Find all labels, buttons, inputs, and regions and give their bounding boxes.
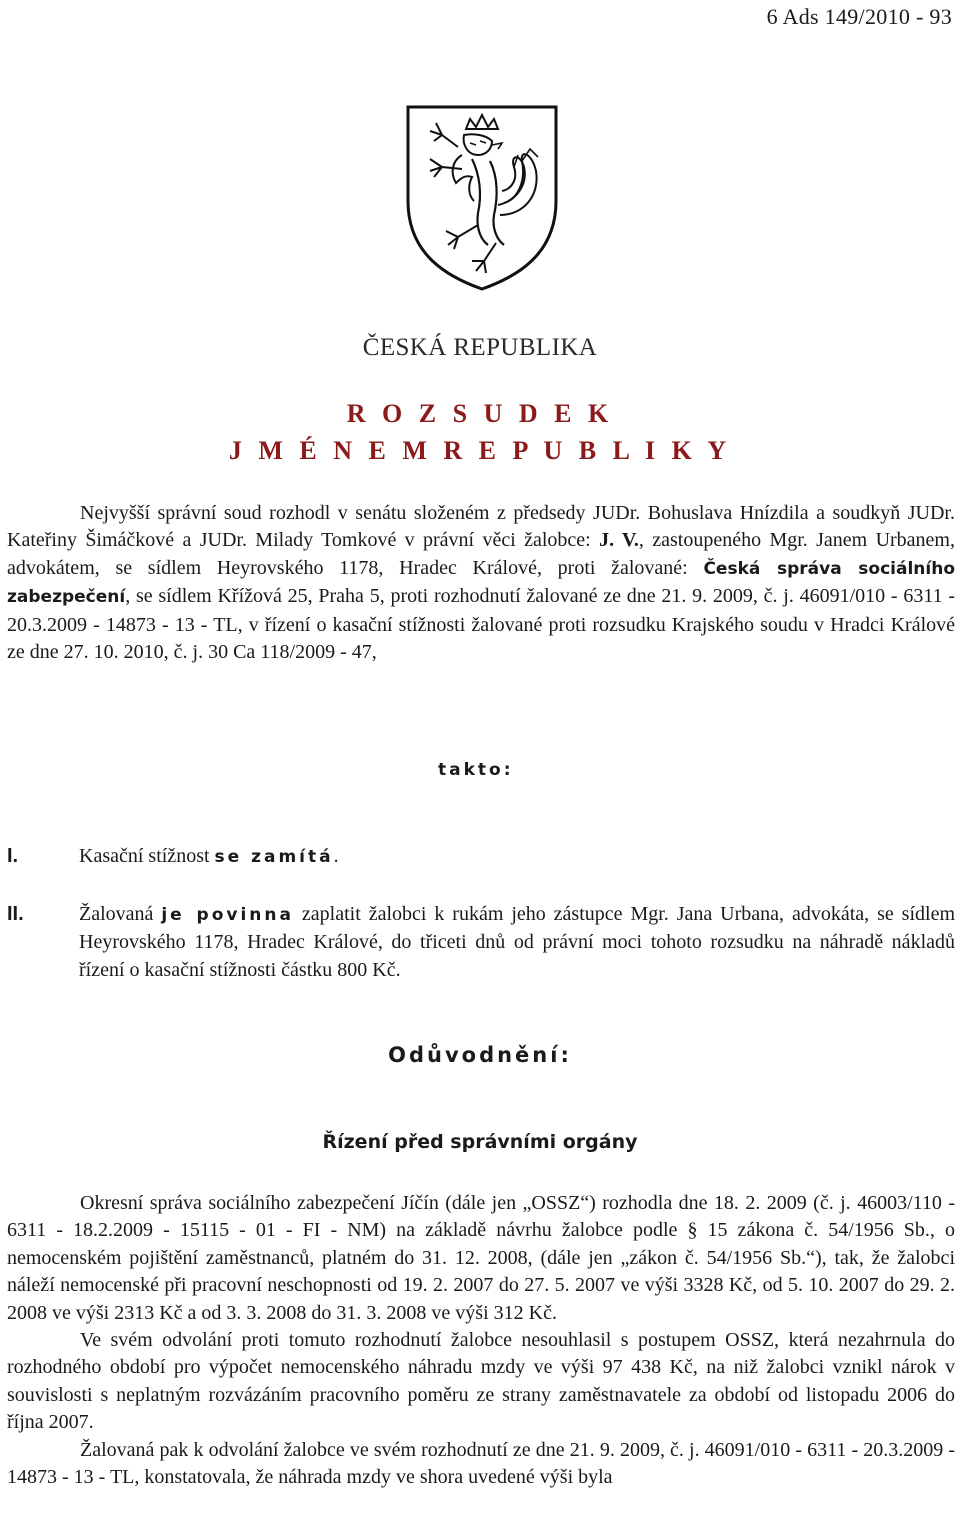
item-2-spaced: je povinna	[161, 905, 294, 925]
country-name: ČESKÁ REPUBLIKA	[362, 334, 598, 361]
reasoning-body	[7, 1190, 955, 1491]
state-emblem-lion-icon	[406, 105, 558, 291]
reasoning-subheading: Řízení před správními orgány	[322, 1131, 638, 1153]
item-1-spaced: se zamítá	[214, 847, 334, 867]
reasoning-heading: Odůvodnění:	[388, 1043, 572, 1067]
verdict-item-1	[7, 843, 955, 871]
intro-text-1: Nejvyšší správní soud rozhodl v senátu složeném z předsedy JUDr. Bohuslava Hnízdila a soudkyň JUDr. Kateřiny Šimáčkové a JUDr. Milady Tomkové v právní věci žalobce:	[7, 502, 955, 552]
intro-text-3: , se sídlem Křížová 25, Praha 5, proti rozhodnutí žalované ze dne 21. 9. 2009, č. j. 46091/010 - 6311 - 20.3.2009 - 14873 - 13 - TL, v řízení o kasační stížnosti žalované proti rozsudku Krajského soudu v Hradci Králové ze dne 27. 10. 2010, č. j. 30 Ca 118/2009 - 47,	[7, 585, 955, 664]
reasoning-paragraph-2: Ve svém odvolání proti tomuto rozhodnutí žalobce nesouhlasil s postupem OSSZ, která nezahrnula do rozhodného období pro výpočet nemocenského náhradu mzdy ve výši 97 438 Kč, na niž žalobci vznikl nárok v souvislosti s neplatným rozvázáním pracovního poměru ze strany zaměstnavatele za období od listopadu 2006 do října 2007.	[7, 1329, 955, 1434]
item-number-2: II.	[7, 903, 24, 925]
verdict-subtitle: J M É N E M R E P U B L I K Y	[228, 436, 732, 465]
takto-heading: takto:	[438, 760, 514, 780]
item-2-text-1: Žalovaná	[79, 903, 162, 925]
intro-paragraph	[7, 500, 955, 666]
intro-text-2: , zastoupeného Mgr. Janem Urbanem, advokátem, se sídlem Heyrovského 1178, Hradec Králové, proti žalované:	[7, 529, 955, 579]
reasoning-paragraph-3: Žalovaná pak k odvolání žalobce ve svém rozhodnutí ze dne 21. 9. 2009, č. j. 46091/010 - 6311 - 20.3.2009 - 14873 - 13 - TL, konstatovala, že náhrada mzdy ve shora uvedené výši byla	[7, 1438, 955, 1489]
item-1-end: .	[333, 845, 339, 867]
item-1-text: Kasační stížnost	[79, 845, 215, 867]
defendant-name: Česká správa sociálního zabezpečení	[7, 558, 955, 608]
item-number-1: I.	[7, 845, 19, 867]
reasoning-paragraph-1: Okresní správa sociálního zabezpečení Jíčín (dále jen „OSSZ“) rozhodla dne 18. 2. 2009 (č. j. 46003/110 - 6311 - 18.2.2009 - 15115 - 01 - FI - NM) na základě návrhu žalobce podle § 15 zákona č. 54/1956 Sb., o nemocenském pojištění zaměstnanců, platném do 31. 12. 2008, (dále jen „zákon č. 54/1956 Sb.“), tak, že žalobci náleží nemocenské při pracovní neschopnosti od 19. 2. 2007 do 27. 5. 2007 ve výši 3328 Kč, od 5. 10. 2007 do 29. 2. 2008 ve výši 2313 Kč a od 3. 3. 2008 do 31. 3. 2008 ve výši 312 Kč.	[7, 1192, 955, 1324]
case-reference: 6 Ads 149/2010 - 93	[766, 4, 952, 29]
plaintiff-name: J. V.	[599, 529, 639, 552]
verdict-title: R O Z S U D E K	[346, 399, 614, 428]
item-2-text-2: zaplatit žalobci k rukám jeho zástupce Mgr. Jana Urbana, advokáta, se sídlem Heyrovského 1178, Hradec Králové, do třiceti dnů od právní moci tohoto rozsudku na náhradě nákladů řízení o kasační stížnosti částku 800 Kč.	[79, 903, 956, 981]
verdict-item-2	[7, 901, 955, 984]
